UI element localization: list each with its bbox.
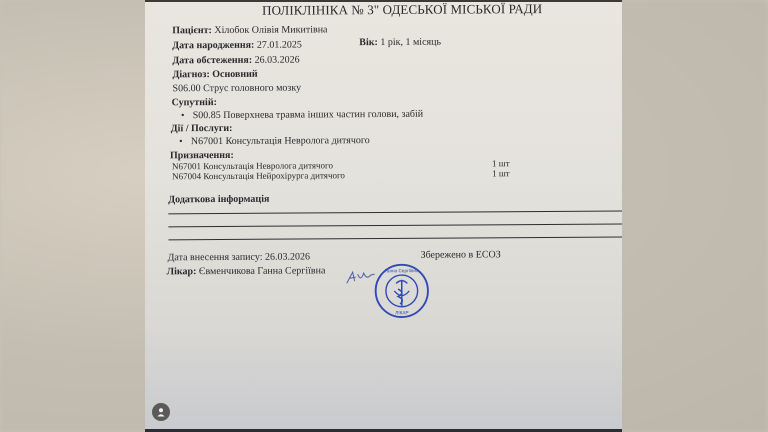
additional-info-label: Додаткова інформація [168,193,270,206]
account-badge[interactable] [152,403,170,421]
service-item: • N67001 Консультація Невролога дитячого [171,135,370,147]
diagnosis-label: Діагноз: Основний [172,68,258,81]
entry-date-row [168,251,310,263]
info-line [168,211,622,215]
info-line [168,237,622,241]
exam-date-row [172,55,299,67]
entry-date-value: 26.03.2026 [264,251,311,263]
medical-record [145,0,622,432]
document-photo [145,0,622,432]
birth-date-row [172,39,302,51]
prescriptions-label: Призначення: [169,149,234,162]
doctor-row [167,265,326,277]
diagnosis-main: S06.00 Струс головного мозку [172,82,302,95]
info-line [168,224,622,228]
doctor-stamp-icon [374,263,430,319]
doctor-name: Євменчикова Ганна Сергіївна [198,265,326,278]
svg-text:Ганна Сергіївна: Ганна Сергіївна [384,268,419,274]
prescription-qty: 1 шт [491,158,510,169]
clinic-title: ПОЛІКЛІНІКА № 3" ОДЕСЬКОЇ МІСЬКОЇ РАДИ [262,1,543,18]
patient-name: Хілобок Олівія Микитівна [214,24,328,37]
prescription-item: N67004 Консультація Нейрохірурга дитячого [172,170,345,182]
secondary-diagnosis-item: • S00.85 Поверхнева травма інших частин голови, забій [173,109,424,122]
user-icon [156,407,166,417]
birth-date-label: Дата народження: [172,39,255,52]
secondary-diagnosis-label: Супутній: [171,97,217,109]
patient-row [172,24,327,36]
saved-status: Збережено в ЕСОЗ [420,249,501,261]
exam-date-label: Дата обстеження: [172,54,253,67]
doctor-label: Лікар: [166,266,197,278]
exam-date-value: 26.03.2026 [254,54,300,66]
prescription-item: N67001 Консультація Невролога дитячого [171,160,334,172]
age-label: Вік: [359,37,378,49]
services-label: Дії / Послуги: [170,122,233,135]
patient-label: Пацієнт: [172,25,212,37]
entry-date-label: Дата внесення запису: [167,251,263,264]
birth-date-value: 27.01.2025 [256,39,302,51]
age-row [359,37,441,48]
age-value: 1 рік, 1 місяць [380,36,442,49]
prescription-qty: 1 шт [492,168,510,179]
svg-text:ЛІКАР: ЛІКАР [395,310,409,316]
